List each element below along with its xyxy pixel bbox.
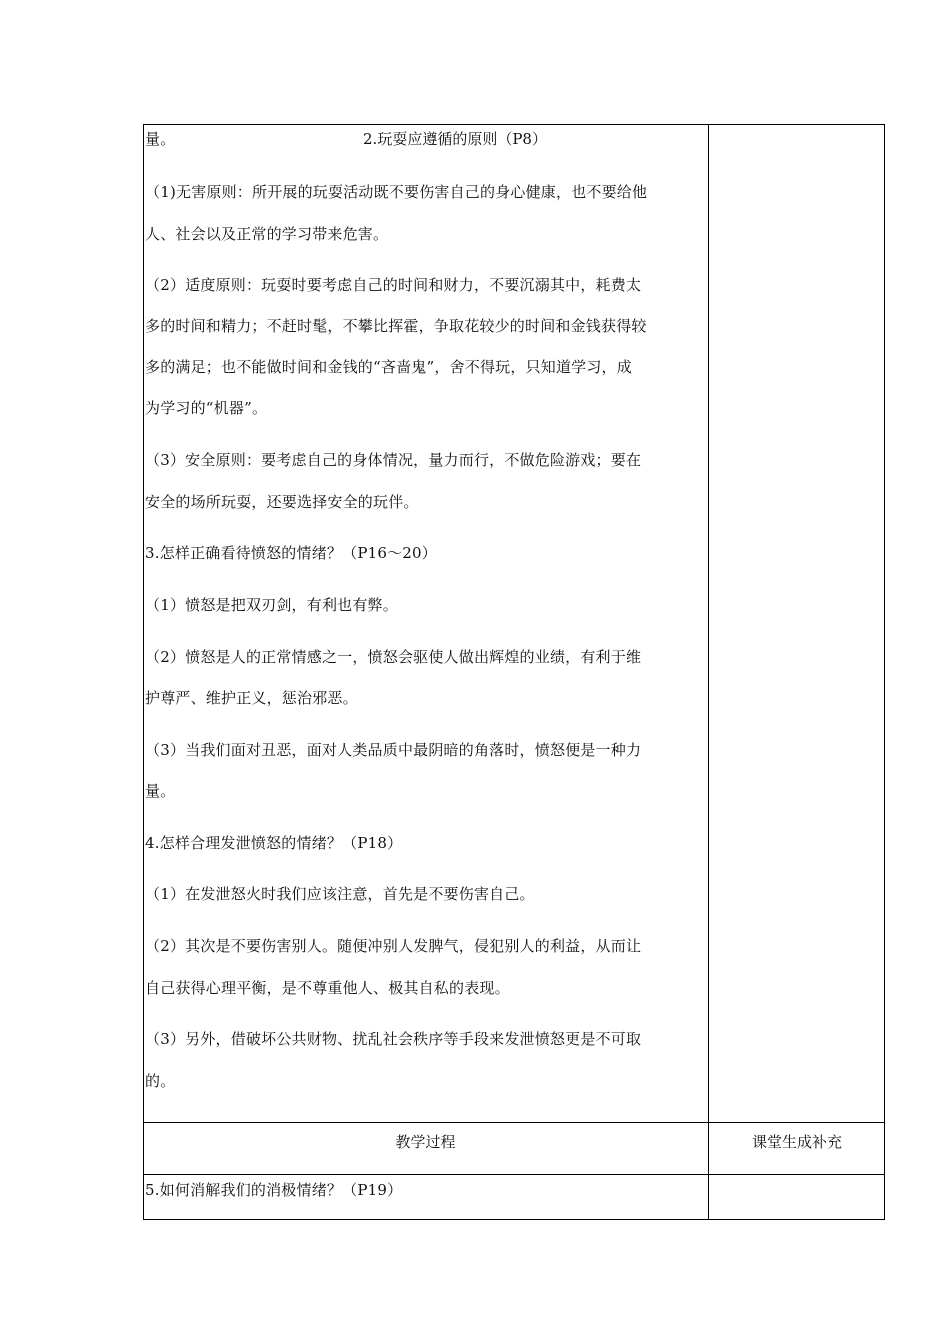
row1-section-heading: 2.玩耍应遵循的原则（P8） — [363, 130, 547, 148]
header-teaching-process: 教学过程 — [395, 1133, 456, 1151]
paragraph-line: 安全的场所玩耍，还要选择安全的玩伴。 — [145, 493, 419, 511]
paragraph-line: 的。 — [145, 1072, 176, 1090]
row-divider-header-bottom — [143, 1174, 885, 1175]
paragraph-line: 量。 — [145, 782, 176, 800]
paragraph-line: （1)无害原则：所开展的玩耍活动既不要伤害自己的身心健康，也不要给他 — [145, 183, 648, 201]
question-heading: 3.怎样正确看待愤怒的情绪？（P16～20） — [145, 544, 437, 562]
question-heading: 4.怎样合理发泄愤怒的情绪？（P18） — [145, 834, 403, 852]
paragraph-line: 多的满足；也不能做时间和金钱的“吝啬鬼”，舍不得玩，只知道学习，成 — [145, 358, 632, 376]
paragraph-line: （3）当我们面对丑恶，面对人类品质中最阴暗的角落时，愤怒便是一种力 — [145, 741, 642, 759]
paragraph-line: （1）在发泄怒火时我们应该注意，首先是不要伤害自己。 — [145, 885, 535, 903]
paragraph-line: 为学习的“机器”。 — [145, 399, 268, 417]
paragraph-line: 人、社会以及正常的学习带来危害。 — [145, 225, 389, 243]
paragraph-line: 护尊严、维护正义，惩治邪恶。 — [145, 689, 358, 707]
paragraph-line: （3）安全原则：要考虑自己的身体情况，量力而行，不做危险游戏；要在 — [145, 451, 642, 469]
row-divider-header-top — [143, 1122, 885, 1123]
paragraph-line: （2）适度原则：玩耍时要考虑自己的时间和财力，不要沉溺其中，耗费太 — [145, 276, 642, 294]
paragraph-line: 自己获得心理平衡，是不尊重他人、极其自私的表现。 — [145, 979, 510, 997]
paragraph-line: （2）愤怒是人的正常情感之一，愤怒会驱使人做出辉煌的业绩，有利于维 — [145, 648, 642, 666]
paragraph-line: （2）其次是不要伤害别人。随便冲别人发脾气，侵犯别人的利益，从而让 — [145, 937, 642, 955]
question-heading: 5.如何消解我们的消极情绪？（P19） — [145, 1181, 403, 1199]
row1-lead-text: 量。 — [145, 130, 176, 148]
column-divider — [708, 124, 709, 1220]
paragraph-line: （1）愤怒是把双刃剑，有利也有弊。 — [145, 596, 398, 614]
paragraph-line: （3）另外，借破坏公共财物、扰乱社会秩序等手段来发泄愤怒更是不可取 — [145, 1030, 642, 1048]
paragraph-line: 多的时间和精力；不赶时髦，不攀比挥霍，争取花较少的时间和金钱获得较 — [145, 317, 647, 335]
header-class-supplement: 课堂生成补充 — [751, 1133, 842, 1151]
